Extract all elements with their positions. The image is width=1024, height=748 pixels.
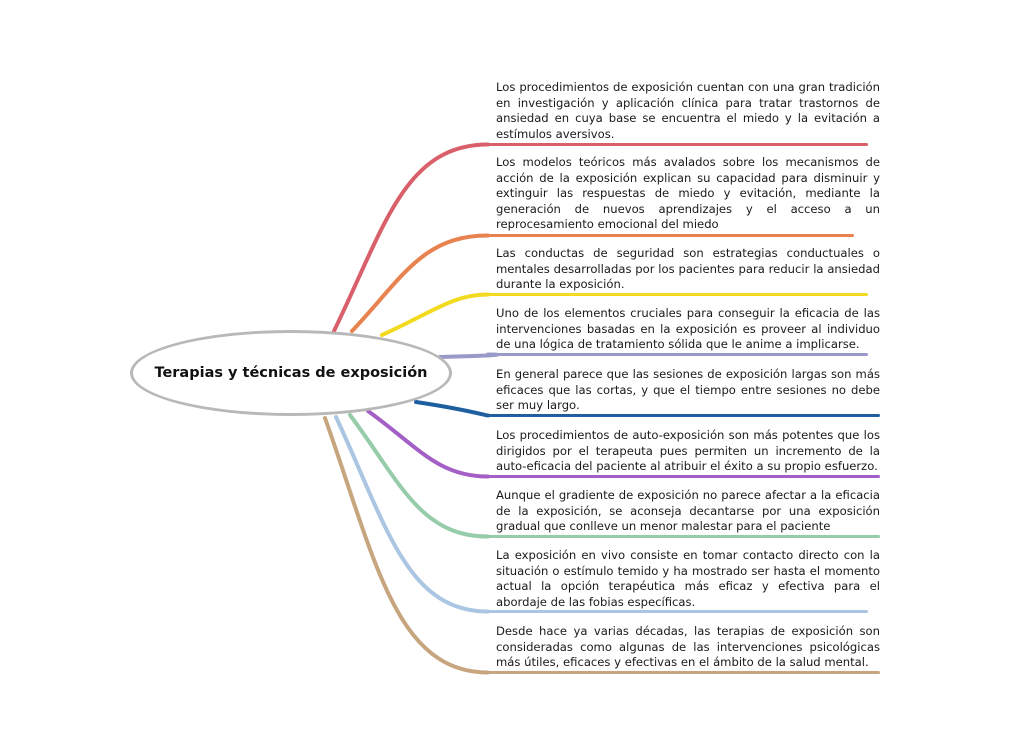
branch-underline-6 bbox=[486, 475, 880, 478]
branch-connector-9 bbox=[325, 418, 488, 673]
central-topic-label: Terapias y técnicas de exposición bbox=[154, 365, 428, 381]
branch-text-7[interactable]: Aunque el gradiente de exposición no parece afectar a la eficacia de la exposición, se aconseja decantarse por una exposición gradual que conlleve un menor malestar para el paciente bbox=[496, 488, 880, 534]
branch-text-9[interactable]: Desde hace ya varias décadas, las terapias de exposición son consideradas como algunas de las intervenciones psicológicas más útiles, eficaces y efectivas en el ámbito de la salud mental. bbox=[496, 624, 880, 670]
branch-underline-2 bbox=[486, 234, 854, 237]
branch-text-5[interactable]: En general parece que las sesiones de exposición largas son más eficaces que las cortas, y que el tiempo entre sesiones no debe ser muy largo. bbox=[496, 367, 880, 413]
branch-connector-3 bbox=[382, 295, 488, 336]
branch-text-1[interactable]: Los procedimientos de exposición cuentan con una gran tradición en investigación y aplicación clínica para tratar trastornos de ansiedad en cuya base se encuentra el miedo y la evitación a estímulos aversivos. bbox=[496, 80, 880, 141]
branch-text-8[interactable]: La exposición en vivo consiste en tomar contacto directo con la situación o estímulo temido y ha mostrado ser hasta el momento actual la opción terapéutica más eficaz y efectiva para el abordaje de las fobias específicas. bbox=[496, 548, 880, 609]
branch-underline-9 bbox=[486, 671, 880, 674]
branch-underline-1 bbox=[486, 143, 868, 146]
branch-connector-5 bbox=[416, 402, 488, 416]
branch-text-6[interactable]: Los procedimientos de auto-exposición son más potentes que los dirigidos por el terapeuta pues permiten un incremento de la auto-eficacia del paciente al atribuir el éxito a su propio esfuerzo. bbox=[496, 428, 880, 474]
central-topic-node[interactable] bbox=[130, 330, 452, 416]
branch-underline-5 bbox=[486, 414, 880, 417]
branch-text-3[interactable]: Las conductas de seguridad son estrategias conductuales o mentales desarrolladas por los pacientes para reducir la ansiedad durante la exposición. bbox=[496, 246, 880, 292]
branch-text-4[interactable]: Uno de los elementos cruciales para conseguir la eficacia de las intervenciones basadas en la exposición es proveer al individuo de una lógica de tratamiento sólida que le anime a implicarse. bbox=[496, 306, 880, 352]
branch-underline-8 bbox=[486, 610, 868, 613]
branch-underline-7 bbox=[486, 535, 880, 538]
branch-text-2[interactable]: Los modelos teóricos más avalados sobre los mecanismos de acción de la exposición explican su capacidad para disminuir y extinguir las respuestas de miedo y evitación, mediante la generación de nuevos aprendizajes y el acceso a un reprocesamiento emocional del miedo bbox=[496, 155, 880, 232]
branch-underline-4 bbox=[486, 353, 868, 356]
branch-underline-3 bbox=[486, 293, 868, 296]
